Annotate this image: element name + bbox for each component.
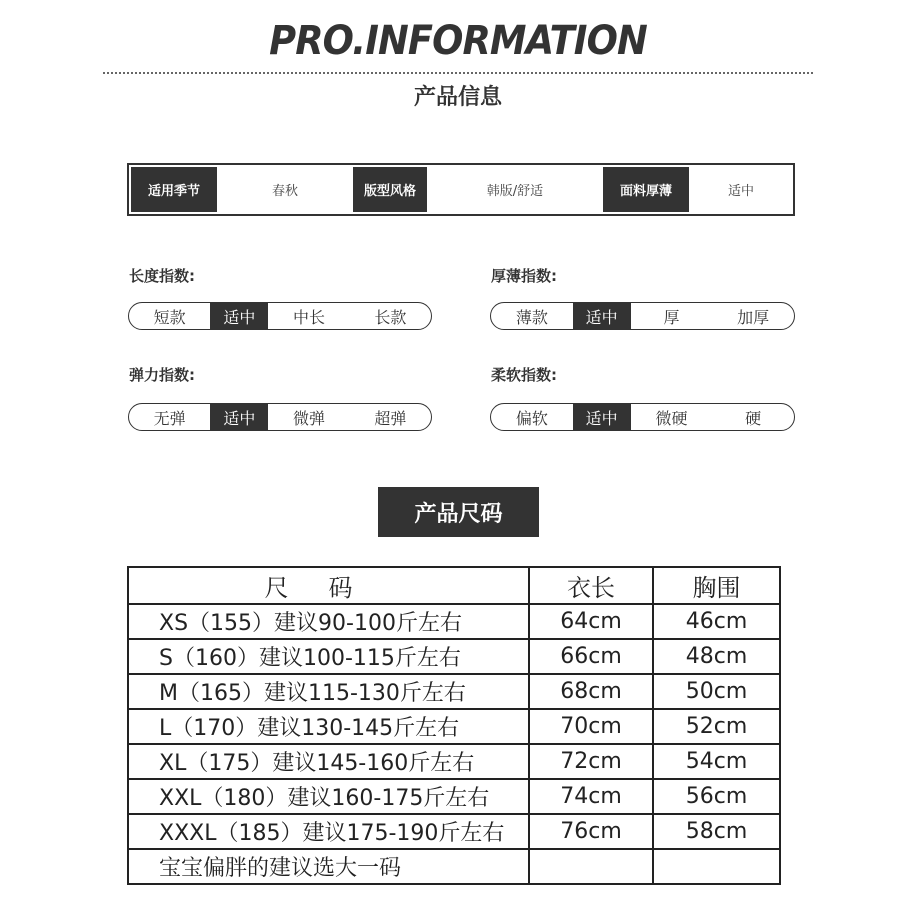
length-cell: 70cm <box>529 709 653 744</box>
attr-value-style: 韩版/舒适 <box>486 184 544 199</box>
elasticity-option-none: 无弹 <box>153 408 186 428</box>
size-table-header <box>128 567 780 604</box>
attr-key-style: 版型风格 <box>353 167 427 212</box>
size-section-heading: 产品尺码 <box>378 487 539 537</box>
page-title-en: PRO.INFORMATION <box>269 18 647 64</box>
thickness-option-thick: 厚 <box>663 307 680 327</box>
table-row <box>128 674 780 709</box>
chest-cell <box>653 849 780 884</box>
length-cell: 64cm <box>529 604 653 639</box>
length-option-medium-selected: 适中 <box>210 303 268 329</box>
length-index-scale <box>128 302 432 330</box>
elasticity-index-label: 弹力指数: <box>129 366 195 384</box>
table-row <box>128 639 780 674</box>
chest-cell: 46cm <box>653 604 780 639</box>
thickness-index-label: 厚薄指数: <box>491 267 557 285</box>
length-option-short: 短款 <box>153 307 186 327</box>
chest-cell: 50cm <box>653 674 780 709</box>
length-cell: 72cm <box>529 744 653 779</box>
length-option-mid-long: 中长 <box>292 307 325 327</box>
length-index-label: 长度指数: <box>129 267 195 285</box>
elasticity-index-scale <box>128 403 432 431</box>
elasticity-option-super: 超弹 <box>374 408 407 428</box>
column-header-size: 尺码 <box>128 567 529 604</box>
size-cell: M（165）建议115-130斤左右 <box>128 674 529 709</box>
softness-option-hard: 硬 <box>745 408 762 428</box>
attr-value-season: 春秋 <box>271 184 298 199</box>
column-header-length: 衣长 <box>529 567 653 604</box>
chest-cell: 48cm <box>653 639 780 674</box>
table-row <box>128 779 780 814</box>
elasticity-option-medium-selected: 适中 <box>210 404 268 430</box>
chest-cell: 54cm <box>653 744 780 779</box>
attr-key-season: 适用季节 <box>131 167 217 212</box>
softness-option-medium-selected: 适中 <box>573 404 631 430</box>
length-cell <box>529 849 653 884</box>
dotted-divider <box>103 72 813 74</box>
table-row <box>128 604 780 639</box>
softness-index-scale <box>490 403 795 431</box>
size-cell: XL（175）建议145-160斤左右 <box>128 744 529 779</box>
chest-cell: 52cm <box>653 709 780 744</box>
size-cell: S（160）建议100-115斤左右 <box>128 639 529 674</box>
thickness-index-scale <box>490 302 795 330</box>
softness-option-slightly-hard: 微硬 <box>655 408 688 428</box>
page-title-cn: 产品信息 <box>413 85 502 110</box>
length-option-long: 长款 <box>374 307 407 327</box>
chest-cell: 56cm <box>653 779 780 814</box>
thickness-option-thin: 薄款 <box>515 307 548 327</box>
softness-option-soft: 偏软 <box>515 408 548 428</box>
elasticity-option-slight: 微弹 <box>292 408 325 428</box>
size-table <box>127 566 781 885</box>
size-cell: XXXL（185）建议175-190斤左右 <box>128 814 529 849</box>
length-cell: 66cm <box>529 639 653 674</box>
length-cell: 68cm <box>529 674 653 709</box>
attr-key-thickness: 面料厚薄 <box>603 167 689 212</box>
note-cell: 宝宝偏胖的建议选大一码 <box>128 849 529 884</box>
column-header-chest: 胸围 <box>653 567 780 604</box>
thickness-option-extra-thick: 加厚 <box>737 307 770 327</box>
length-cell: 74cm <box>529 779 653 814</box>
table-row <box>128 744 780 779</box>
table-row <box>128 849 780 884</box>
thickness-option-medium-selected: 适中 <box>573 303 631 329</box>
chest-cell: 58cm <box>653 814 780 849</box>
size-cell: XS（155）建议90-100斤左右 <box>128 604 529 639</box>
size-cell: L（170）建议130-145斤左右 <box>128 709 529 744</box>
attribute-bar <box>127 163 795 216</box>
size-cell: XXL（180）建议160-175斤左右 <box>128 779 529 814</box>
table-row <box>128 709 780 744</box>
softness-index-label: 柔软指数: <box>491 366 557 384</box>
table-row <box>128 814 780 849</box>
length-cell: 76cm <box>529 814 653 849</box>
attr-value-thickness: 适中 <box>727 184 754 199</box>
